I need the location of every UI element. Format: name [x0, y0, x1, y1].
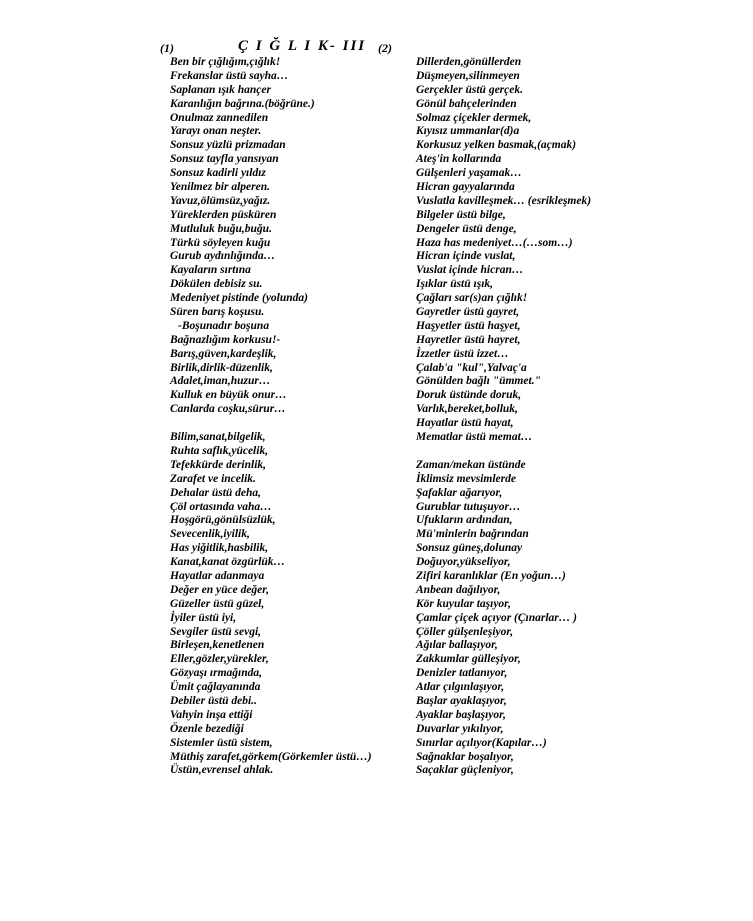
poem-line: Ben bir çığlığım,çığlık!	[170, 56, 281, 68]
poem-line: Çöl ortasında vaha…	[170, 500, 272, 513]
poem-line: Vahyin inşa ettiği	[170, 708, 253, 721]
poem-line: Sistemler üstü sistem,	[170, 736, 273, 749]
poem-line: Ağılar ballaşıyor,	[416, 639, 498, 652]
poem-line: Barış,güven,kardeşlik,	[170, 347, 277, 360]
poem-line: Sevgiler üstü sevgi,	[170, 625, 262, 638]
poem-line: Saplanan ışık hançer	[170, 83, 271, 96]
page-number-left: (1)	[160, 41, 174, 55]
poem-line: Kanat,kanat özgürlük…	[170, 556, 286, 569]
poem-line: Bilgeler üstü bilge,	[416, 208, 506, 221]
poem-line: Sınırlar açılıyor(Kapılar…)	[416, 736, 547, 749]
poem-line: Başlar ayaklaşıyor,	[416, 694, 507, 707]
poem-title: Ç I Ğ L I K- III	[238, 38, 367, 54]
poem-line: Gurub aydınlığında…	[170, 250, 276, 263]
poem-line: Anbean dağılıyor,	[416, 583, 501, 596]
poem-line: Sonsuz güneş,dolunay	[416, 542, 523, 555]
poem-line: Ruhta saflık,yücelik,	[170, 444, 269, 457]
poem-line: Gönülden bağlı "ümmet."	[416, 375, 541, 388]
poem-line: Yavuz,ölümsüz,yağız.	[170, 194, 271, 207]
poem-line: Özenle bezediği	[170, 722, 244, 735]
poem-line: Has yiğitlik,hasbilik,	[170, 542, 269, 555]
poem-line: Hayatlar adanmaya	[170, 569, 265, 582]
poem-line: Ümit çağlayanında	[170, 681, 261, 694]
poem-line: İzzetler üstü izzet…	[416, 347, 509, 360]
poem-column-right	[416, 56, 591, 778]
poem-line: Atlar çılgınlaşıyor,	[416, 681, 505, 694]
poem-line: Sevecenlik,iyilik,	[170, 528, 250, 541]
poem-line: Süren barış koşusu.	[170, 306, 265, 319]
poem-line: Doğuyor,yükseliyor,	[416, 556, 511, 569]
poem-line: Sonsuz yüzlü prizmadan	[170, 139, 286, 152]
poem-line: Sonsuz tayfla yansıyan	[170, 153, 279, 166]
poem-line: Bilim,sanat,bilgelik,	[170, 431, 266, 444]
poem-line: Hicran içinde vuslat,	[416, 250, 516, 263]
poem-line: Korkusuz yelken basmak,(açmak)	[416, 139, 577, 152]
poem-line: Dillerden,gönüllerden	[416, 56, 522, 68]
poem-line: Yarayı onan neşter.	[170, 125, 262, 138]
poem-line: Zaman/mekan üstünde	[416, 458, 526, 471]
poem-line: Hicran gayyalarında	[416, 181, 515, 194]
poem-line: Medeniyet pistinde (yolunda)	[170, 292, 308, 305]
poem-line: Çamlar çiçek açıyor (Çınarlar… )	[416, 611, 577, 624]
poem-line: Doruk üstünde doruk,	[416, 389, 522, 402]
poem-line: Haza has medeniyet…(…som…)	[416, 236, 573, 249]
poem-line: Üstün,evrensel ahlak.	[170, 764, 274, 777]
poem-line: Sağnaklar boşalıyor,	[416, 750, 514, 763]
poem-line: İyiler üstü iyi,	[170, 611, 237, 624]
poem-line: Yenilmez bir alperen.	[170, 181, 270, 194]
poem-line: Güzeller üstü güzel,	[170, 597, 265, 610]
poem-line: Canlarda coşku,sürur…	[170, 403, 286, 416]
poem-line: Bağnazlığım korkusu!-	[170, 333, 281, 346]
poem-line: Zarafet ve incelik.	[170, 472, 256, 485]
poem-line	[170, 417, 372, 431]
poem-line: Sonsuz kadirli yıldız	[170, 167, 266, 180]
poem-line: Gözyaşı ırmağında,	[170, 667, 263, 680]
poem-line: Zakkumlar gülleşiyor,	[416, 653, 521, 666]
poem-line: Mematlar üstü memat…	[416, 431, 533, 444]
poem-line: Gurublar tutuşuyor…	[416, 500, 521, 513]
poem-line: Değer en yüce değer,	[170, 583, 269, 596]
poem-line: Hoşgörü,gönülsüzlük,	[170, 514, 276, 527]
poem-line: Solmaz çiçekler dermek,	[416, 111, 532, 124]
poem-line: Dehalar üstü deha,	[170, 486, 262, 499]
poem-line: Düşmeyen,silinmeyen	[416, 69, 520, 82]
poem-line: Adalet,iman,huzur…	[170, 375, 271, 388]
poem-line: Onulmaz zannedilen	[170, 111, 269, 124]
poem-line: -Boşunadır boşuna	[178, 319, 270, 332]
poem-line: Yüreklerden püsküren	[170, 208, 277, 221]
poem-line: Karanlığın bağrına.(böğrüne.)	[170, 97, 315, 110]
poem-line: Saçaklar güçleniyor,	[416, 764, 514, 777]
poem-line: Çalab'a "kul",Yalvaç'a	[416, 361, 527, 374]
poem-line: Gönül bahçelerinden	[416, 97, 517, 110]
poem-line: Ateş'in kollarında	[416, 153, 502, 166]
poem-line: Dengeler üstü denge,	[416, 222, 517, 235]
poem-line: Mü'minlerin bağrından	[416, 528, 529, 541]
poem-line: Gerçekler üstü gerçek.	[416, 83, 523, 96]
poem-line: İklimsiz mevsimlerde	[416, 472, 516, 485]
poem-line: Hayatlar üstü hayat,	[416, 417, 514, 430]
poem-line: Denizler tatlanıyor,	[416, 667, 508, 680]
poem-line: Gülşenleri yaşamak…	[416, 167, 522, 180]
poem-line: Şafaklar ağarıyor,	[416, 486, 503, 499]
page-number-right: (2)	[378, 41, 392, 55]
poem-line: Zifiri karanlıklar (En yoğun…)	[416, 569, 566, 582]
poem-line: Çağları sar(s)an çığlık!	[416, 292, 528, 305]
poem-line: Kör kuyular taşıyor,	[416, 597, 511, 610]
poem-line: Ufukların ardından,	[416, 514, 513, 527]
poem-line: Çöller gülşenleşiyor,	[416, 625, 514, 638]
poem-line: Debiler üstü debi..	[170, 694, 257, 707]
poem-line: Vuslatla kavilleşmek… (esrikleşmek)	[416, 194, 592, 207]
poem-line: Frekanslar üstü sayha…	[170, 69, 289, 82]
poem-line: Duvarlar yıkılıyor,	[416, 722, 504, 735]
poem-line: Kulluk en büyük onur…	[170, 389, 287, 402]
poem-line: Birlik,dirlik-düzenlik,	[170, 361, 273, 374]
poem-line: Kayaların sırtına	[170, 264, 251, 277]
poem-header	[0, 38, 753, 58]
poem-line: Gayretler üstü gayret,	[416, 306, 520, 319]
poem-column-left	[170, 56, 372, 778]
poem-line: Hayretler üstü hayret,	[416, 333, 521, 346]
poem-line: Varlık,bereket,bolluk,	[416, 403, 518, 416]
poem-line: Dökülen debisiz su.	[170, 278, 263, 291]
poem-line: Birleşen,kenetlenen	[170, 639, 265, 652]
poem-line: Mutluluk buğu,buğu.	[170, 222, 272, 235]
poem-line: Vuslat içinde hicran…	[416, 264, 524, 277]
poem-line: Haşyetler üstü haşyet,	[416, 319, 521, 332]
poem-line: Işıklar üstü ışık,	[416, 278, 494, 291]
poem-line: Müthiş zarafet,görkem(Görkemler üstü…)	[170, 750, 372, 763]
poem-line: Türkü söyleyen kuğu	[170, 236, 271, 249]
poem-line: Eller,gözler,yürekler,	[170, 653, 269, 666]
poem-line: Tefekkürde derinlik,	[170, 458, 267, 471]
poem-line: Ayaklar başlaşıyor,	[416, 708, 506, 721]
poem-line: Kıyısız ummanlar(d)a	[416, 125, 520, 138]
poem-line	[416, 445, 591, 459]
